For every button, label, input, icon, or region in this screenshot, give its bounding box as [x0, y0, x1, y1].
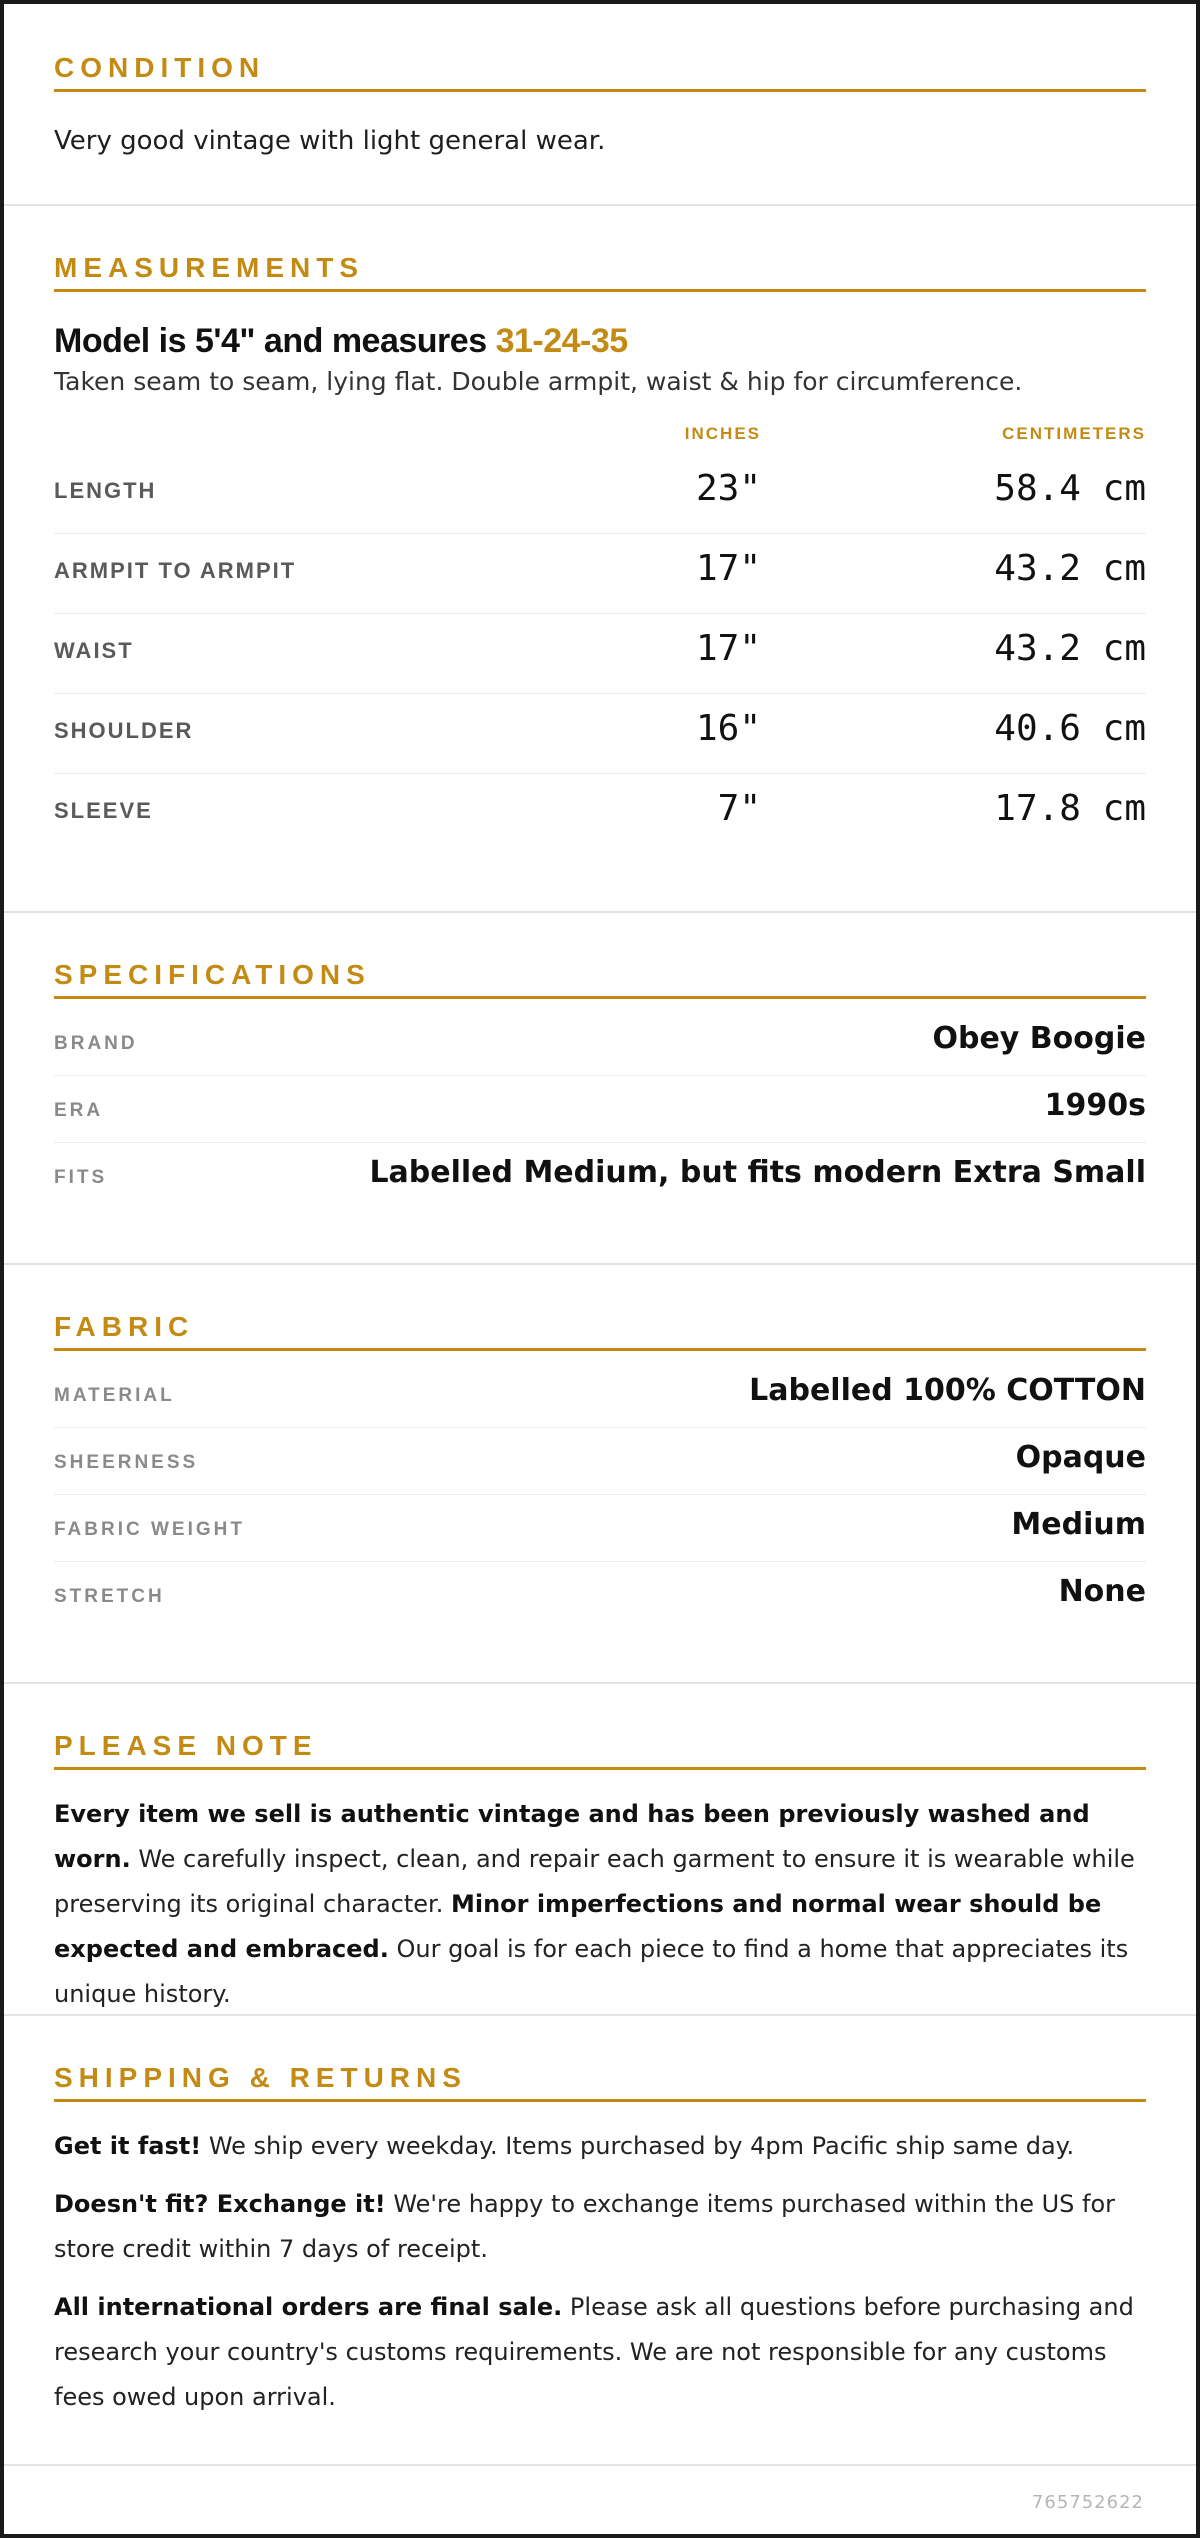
measurement-row: [54, 694, 1146, 774]
measurement-inches: 17": [695, 548, 761, 589]
specifications-section: [4, 955, 1196, 1210]
spec-value: Obey Boogie: [932, 1021, 1146, 1056]
measurements-title: MEASUREMENTS: [54, 248, 1146, 292]
measurement-inches: 17": [695, 628, 761, 669]
fabric-row: [54, 1361, 1146, 1428]
fabric-value: Labelled 100% COTTON: [749, 1373, 1146, 1408]
column-header-inches: INCHES: [684, 424, 761, 443]
divider: [4, 911, 1196, 913]
international-bold: All international orders are final sale.: [54, 2293, 563, 2321]
model-info: [54, 322, 1146, 361]
spec-row: [54, 1076, 1146, 1143]
fabric-label: FABRIC WEIGHT: [54, 1519, 245, 1540]
measurement-cm: 17.8 cm: [994, 788, 1146, 829]
note-bold-1: Every item we sell is authentic vintage and has been previously washed and worn.: [54, 1800, 1090, 1873]
measurement-row: [54, 614, 1146, 694]
divider: [4, 204, 1196, 206]
spec-label: BRAND: [54, 1033, 138, 1054]
shipping-bold: Get it fast!: [54, 2132, 202, 2160]
shipping-title: SHIPPING & RETURNS: [54, 2058, 1146, 2102]
fabric-value: None: [1058, 1574, 1146, 1609]
measurement-cm: 43.2 cm: [994, 628, 1146, 669]
product-id: 765752622: [1031, 2492, 1144, 2513]
divider: [4, 2014, 1196, 2016]
measurement-inches: 7": [717, 788, 761, 829]
measurement-cm: 43.2 cm: [994, 548, 1146, 589]
fabric-value: Medium: [1011, 1507, 1146, 1542]
note-bold-2: Minor imperfections and normal wear should be expected and embraced.: [54, 1890, 1102, 1963]
fabric-label: SHEERNESS: [54, 1452, 199, 1473]
measurement-label: SLEEVE: [54, 798, 153, 823]
fabric-section: [4, 1307, 1196, 1629]
note-text-2: Our goal is for each piece to find a home that appreciates its unique history.: [54, 1935, 1129, 2008]
fabric-value: Opaque: [1015, 1440, 1146, 1475]
measurement-row: [54, 774, 1146, 854]
spec-label: FITS: [54, 1167, 108, 1188]
measurement-row: [54, 454, 1146, 534]
column-header-cm: CENTIMETERS: [1002, 424, 1146, 443]
measurement-label: ARMPIT TO ARMPIT: [54, 558, 297, 583]
model-measures: 31-24-35: [495, 322, 628, 360]
note-title: PLEASE NOTE: [54, 1726, 1146, 1770]
spec-value: 1990s: [1044, 1088, 1146, 1123]
measurements-subtitle: Taken seam to seam, lying flat. Double armpit, waist & hip for circumference.: [54, 367, 1023, 396]
measurement-inches: 23": [695, 468, 761, 509]
fabric-row: [54, 1495, 1146, 1562]
measurement-inches: 16": [695, 708, 761, 749]
measurement-label: WAIST: [54, 638, 134, 663]
measurement-label: SHOULDER: [54, 718, 194, 743]
measurement-label: LENGTH: [54, 478, 157, 503]
fabric-row: [54, 1562, 1146, 1629]
specifications-table: [54, 1009, 1146, 1210]
shipping-paragraph: [54, 2124, 1146, 2169]
model-info-prefix: Model is 5'4" and measures: [54, 322, 496, 360]
spec-label: ERA: [54, 1100, 104, 1121]
exchange-bold: Doesn't fit? Exchange it!: [54, 2190, 386, 2218]
measurement-row: [54, 534, 1146, 614]
fabric-table: [54, 1361, 1146, 1629]
measurement-cm: 40.6 cm: [994, 708, 1146, 749]
international-text: Please ask all questions before purchasing and research your country's customs requirements. We are not responsible for any customs fees owed upon arrival.: [54, 2293, 1134, 2411]
measurement-cm: 58.4 cm: [994, 468, 1146, 509]
divider: [4, 2464, 1196, 2466]
divider: [4, 1263, 1196, 1265]
spec-row: [54, 1143, 1146, 1210]
divider: [4, 1682, 1196, 1684]
fabric-title: FABRIC: [54, 1307, 1146, 1351]
measurements-header: [54, 424, 1146, 454]
specifications-title: SPECIFICATIONS: [54, 955, 1146, 999]
fabric-row: [54, 1428, 1146, 1495]
condition-title: CONDITION: [54, 48, 1146, 92]
measurements-section: [4, 248, 1196, 854]
fabric-label: MATERIAL: [54, 1385, 175, 1406]
shipping-text: We ship every weekday. Items purchased by 4pm Pacific ship same day.: [201, 2132, 1075, 2160]
spec-value: Labelled Medium, but fits modern Extra Small: [369, 1155, 1146, 1190]
note-text-1: We carefully inspect, clean, and repair each garment to ensure it is wearable while preserving its original character.: [54, 1845, 1135, 1918]
shipping-section: [4, 2058, 1196, 2420]
international-paragraph: [54, 2285, 1146, 2420]
spec-row: [54, 1009, 1146, 1076]
note-section: [4, 1726, 1196, 2017]
measurements-table: [54, 454, 1146, 854]
condition-text: Very good vintage with light general wear.: [54, 126, 606, 156]
condition-section: [4, 48, 1196, 156]
fabric-label: STRETCH: [54, 1586, 165, 1607]
note-text: [54, 1792, 1146, 2017]
exchange-text: We're happy to exchange items purchased within the US for store credit within 7 days of receipt.: [54, 2190, 1116, 2263]
exchange-paragraph: [54, 2182, 1146, 2272]
